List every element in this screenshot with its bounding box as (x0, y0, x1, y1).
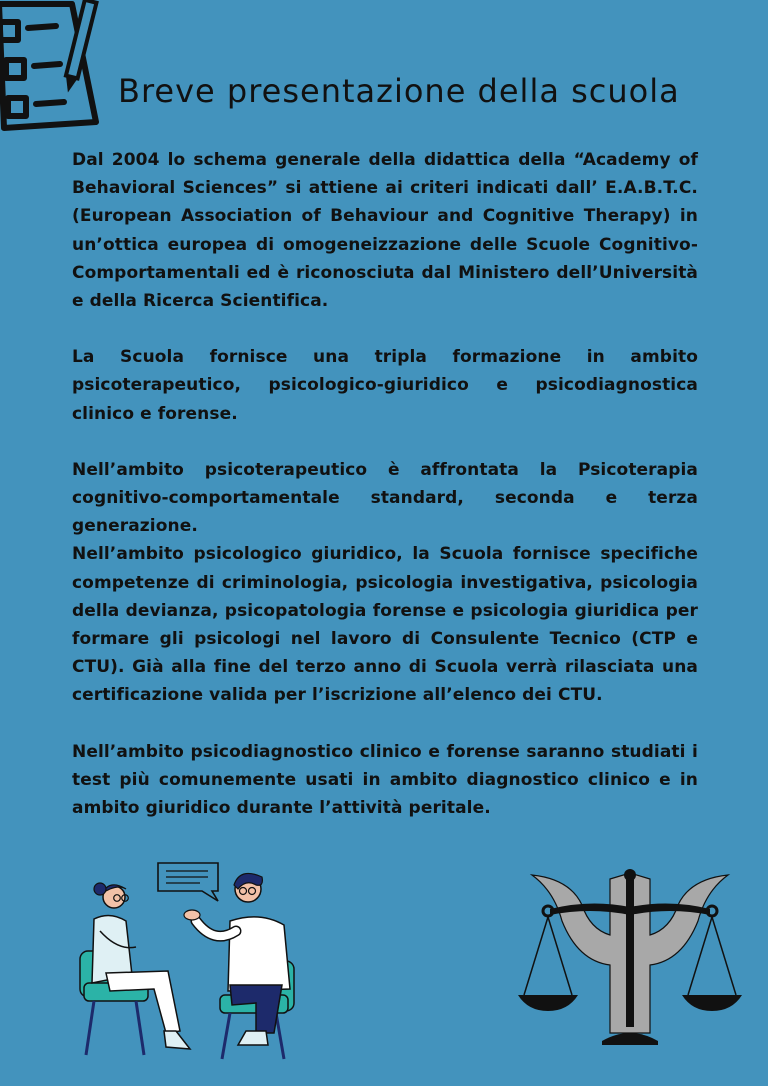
speech-bubble-icon (158, 863, 218, 901)
paragraph-psicodiagnostico: Nell’ambito psicodiagnostico clinico e forense saranno studiati i test più comunemente usati in ambito diagnostico clinico e in ambito giuridico durante l’attività peritale. (72, 741, 698, 819)
man-figure (184, 873, 290, 1045)
page-title: Breve presentazione della scuola (118, 72, 680, 110)
paragraph-giuridico: Nell’ambito psicologico giuridico, la Scuola fornisce specifiche competenze di criminologia, psicologia investigativa, psicologia della devianza, psicopatologia forense e psicologia giuridica per formare gli psicologi nel lavoro di Consulente Tecnico (CTP e CTU). Già alla fine del terzo anno di Scuola verrà rilasciata una certificazione valida per l’iscrizione all’elenco dei CTU. (72, 544, 698, 706)
woman-figure (92, 883, 190, 1049)
counseling-session-illustration (70, 855, 310, 1065)
paragraph-intro: Dal 2004 lo schema generale della didattica della “Academy of Behavioral Sciences” si attiene ai criteri indicati dall’ E.A.B.T.C. (European Association of Behaviour and Cognitive Therapy) in un’ottica europea di omogeneizzazione delle Scuole Cognitivo-Comportamentali ed è riconosciuta dal Ministero dell’Università e della Ricerca Scientifica. (72, 150, 698, 312)
checklist-icon (0, 0, 104, 134)
body-text (72, 146, 698, 822)
paragraph-formazione: La Scuola fornisce una tripla formazione in ambito psicoterapeutico, psicologico-giuridico e psicodiagnostica clinico e forense. (72, 347, 698, 424)
psi-justice-scales-illustration (510, 865, 750, 1050)
paragraph-psicoterapeutico: Nell’ambito psicoterapeutico è affrontata la Psicoterapia cognitivo-comportamentale standard, seconda e terza generazione. (72, 459, 698, 537)
